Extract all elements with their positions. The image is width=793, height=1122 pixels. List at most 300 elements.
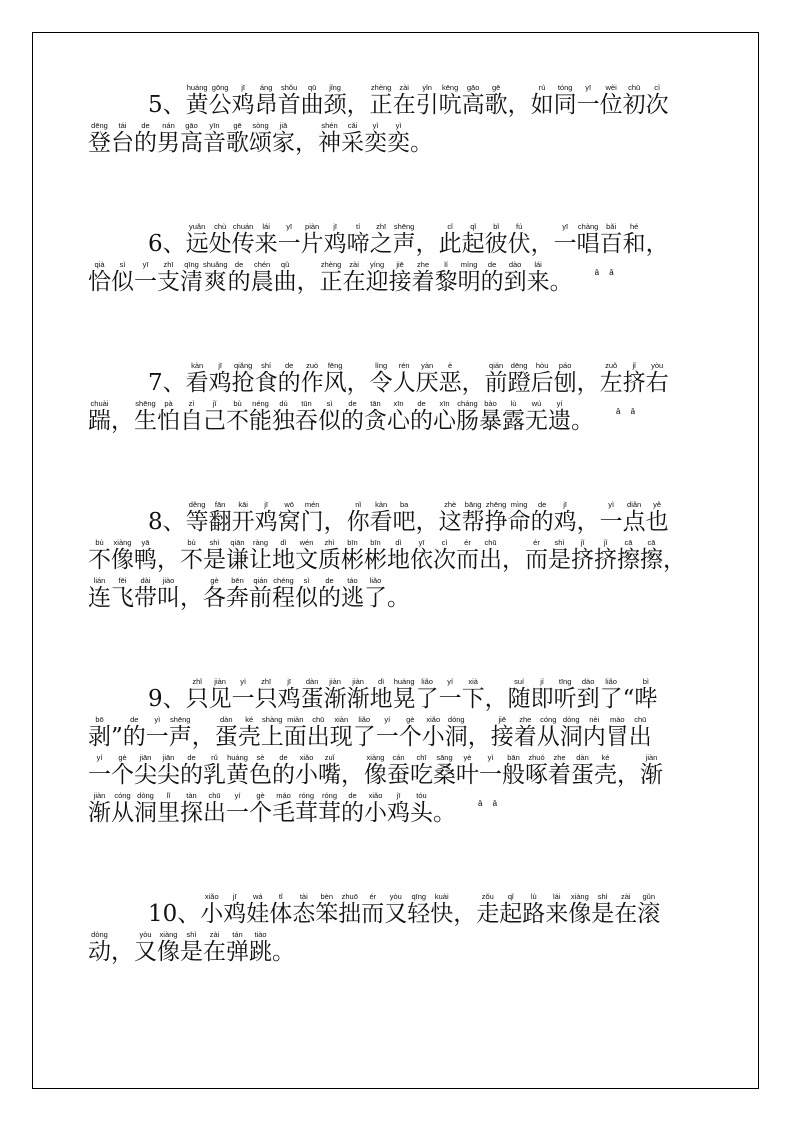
annotated-char: 不bù bbox=[226, 399, 249, 434]
annotated-char: 处chù bbox=[208, 222, 232, 257]
annotated-char: 清qīng bbox=[180, 260, 203, 295]
annotated-char: 吃chī bbox=[410, 753, 433, 788]
annotated-char: 风fēng bbox=[323, 361, 347, 396]
annotated-char: ， bbox=[341, 762, 364, 788]
annotated-char: 一yī bbox=[576, 83, 600, 118]
annotated-char: 壳ké bbox=[594, 753, 617, 788]
annotated-char: 爽shuǎng bbox=[203, 260, 228, 295]
annotated-char: 随suí bbox=[507, 677, 531, 712]
annotated-char: 高gāo bbox=[180, 121, 203, 156]
annotated-char: 独dú bbox=[272, 399, 295, 434]
annotated-char: 这zhè bbox=[438, 500, 462, 535]
annotated-char: 飞fēi bbox=[111, 576, 134, 611]
annotated-char: 地dì bbox=[387, 538, 410, 573]
annotated-char: 歌gē bbox=[484, 83, 508, 118]
annotated-char: 见jiàn bbox=[208, 677, 232, 712]
annotated-char: 翻fān bbox=[208, 500, 232, 535]
annotated-char: 昂áng bbox=[254, 83, 278, 118]
annotated-char: 鸡jī bbox=[231, 83, 255, 118]
annotated-char: 不bù bbox=[88, 538, 111, 573]
annotated-char: 家jiā bbox=[272, 121, 295, 156]
annotated-char: ， bbox=[576, 509, 600, 535]
paragraph bbox=[88, 223, 688, 299]
annotated-char: 动dòng bbox=[88, 930, 111, 965]
annotated-char: ， bbox=[453, 901, 477, 927]
annotated-char: 地dì bbox=[369, 677, 393, 712]
annotated-char: 毛máo bbox=[272, 791, 295, 826]
annotated-char: 歌gē bbox=[226, 121, 249, 156]
annotated-char: ， bbox=[323, 509, 347, 535]
annotated-char: ， bbox=[180, 585, 203, 611]
annotated-char: ， bbox=[346, 92, 370, 118]
annotated-char: 走zǒu bbox=[476, 892, 500, 927]
annotated-char: 颂sòng bbox=[249, 121, 272, 156]
annotated-char: 了liǎo bbox=[364, 576, 387, 611]
annotated-char: 5、 bbox=[148, 92, 186, 118]
annotated-char: 嘴zuǐ bbox=[318, 753, 341, 788]
text-line bbox=[88, 84, 688, 122]
annotated-char: 洞dòng bbox=[134, 791, 157, 826]
annotated-char: 叫jiào bbox=[157, 576, 180, 611]
annotated-char: 抢qiǎng bbox=[231, 361, 255, 396]
annotated-char: 踹chuài bbox=[88, 399, 111, 434]
annotated-char: 一yì bbox=[231, 677, 255, 712]
annotated-char: 伏fú bbox=[507, 222, 531, 257]
annotated-char: 着zhe bbox=[513, 715, 537, 750]
annotated-char: 。 bbox=[549, 269, 573, 295]
paragraph bbox=[88, 893, 688, 969]
annotated-char: 能néng bbox=[249, 399, 272, 434]
annotated-char: 高gāo bbox=[461, 83, 485, 118]
annotated-char: 质zhì bbox=[318, 538, 341, 573]
annotated-char: 蛋dàn bbox=[300, 677, 324, 712]
annotated-char: 尖jiān bbox=[134, 753, 157, 788]
annotated-char: ， bbox=[346, 370, 370, 396]
text-line bbox=[88, 223, 688, 261]
annotated-char: 的de bbox=[480, 260, 504, 295]
annotated-char: 是shì bbox=[180, 930, 203, 965]
annotated-char: 的de bbox=[318, 576, 341, 611]
annotated-char: 的de bbox=[272, 753, 295, 788]
annotated-char: 来lái bbox=[526, 260, 550, 295]
annotated-char: 内nèi bbox=[582, 715, 606, 750]
annotated-char: 到dào bbox=[503, 260, 527, 295]
annotated-char: 上shàng bbox=[260, 715, 284, 750]
annotated-char: 也yě bbox=[645, 500, 669, 535]
annotated-char: 帮bāng bbox=[461, 500, 485, 535]
annotated-char: 滚gǔn bbox=[637, 892, 661, 927]
annotated-char: ， bbox=[663, 547, 686, 573]
annotated-char: 等děng bbox=[185, 500, 209, 535]
annotated-char: 你nǐ bbox=[346, 500, 370, 535]
annotated-char: 的de bbox=[341, 399, 364, 434]
annotated-char: 面miàn bbox=[283, 715, 307, 750]
annotated-char: 之zhī bbox=[369, 222, 393, 257]
annotated-char: 门mén bbox=[300, 500, 324, 535]
annotated-char: ， bbox=[295, 130, 318, 156]
annotated-char: 正zhèng bbox=[369, 83, 393, 118]
text-line bbox=[88, 792, 688, 830]
annotated-char: 一yì bbox=[479, 753, 502, 788]
paragraph bbox=[88, 678, 688, 830]
annotated-char: 。 bbox=[410, 130, 433, 156]
annotated-char: 像xiàng bbox=[364, 753, 387, 788]
annotated-char: 连lián bbox=[88, 576, 111, 611]
annotated-char: ， bbox=[467, 724, 491, 750]
annotated-char: 了liǎo bbox=[415, 677, 439, 712]
annotated-char: 黄huáng bbox=[185, 83, 209, 118]
annotated-char: 次cì bbox=[433, 538, 456, 573]
annotated-char: 彼bǐ bbox=[484, 222, 508, 257]
annotated-char: 恶è bbox=[438, 361, 462, 396]
annotated-char: 鸡jī bbox=[387, 791, 410, 826]
annotated-char: 到dào bbox=[576, 677, 600, 712]
annotated-char: 现xiàn bbox=[329, 715, 353, 750]
annotated-char: 的de bbox=[277, 361, 301, 396]
annotated-char: 接jiē bbox=[490, 715, 514, 750]
annotated-char: 一yì bbox=[599, 500, 623, 535]
annotated-char: 晃huàng bbox=[392, 677, 416, 712]
annotated-char: 引yǐn bbox=[415, 83, 439, 118]
annotated-char: 声shēng bbox=[392, 222, 416, 257]
annotated-char: 一yí bbox=[438, 677, 462, 712]
annotated-char: 的de bbox=[180, 753, 203, 788]
stray-pinyin-mark: ā ā bbox=[594, 268, 614, 277]
annotated-char: 7、 bbox=[148, 370, 186, 396]
annotated-char: 首shǒu bbox=[277, 83, 301, 118]
annotated-char: 出chū bbox=[479, 538, 502, 573]
annotated-char: 奔bēn bbox=[226, 576, 249, 611]
annotated-char: 在zài bbox=[203, 930, 226, 965]
annotated-char: 着zhe bbox=[411, 260, 435, 295]
annotated-char: ， bbox=[617, 762, 640, 788]
annotated-char: 9、 bbox=[148, 686, 186, 712]
annotated-char: 迎yíng bbox=[365, 260, 389, 295]
annotated-char: ， bbox=[157, 547, 180, 573]
annotated-char: 了liǎo bbox=[599, 677, 623, 712]
annotated-char: 从cóng bbox=[536, 715, 560, 750]
annotated-char: ， bbox=[296, 269, 320, 295]
annotated-char: 鸡jī bbox=[223, 892, 247, 927]
annotated-char: 。 bbox=[433, 800, 456, 826]
annotated-char: 带dài bbox=[134, 576, 157, 611]
annotated-char: 洞dòng bbox=[559, 715, 583, 750]
annotated-char: 黎lí bbox=[434, 260, 458, 295]
annotated-char: 又yòu bbox=[384, 892, 408, 927]
annotated-char: 茸róng bbox=[318, 791, 341, 826]
annotated-char: 曲qū bbox=[300, 83, 324, 118]
annotated-char: 肠cháng bbox=[456, 399, 479, 434]
annotated-char: 只zhī bbox=[254, 677, 278, 712]
text-line bbox=[88, 893, 688, 931]
annotated-char: 命mìng bbox=[507, 500, 531, 535]
annotated-char: 文wén bbox=[295, 538, 318, 573]
annotated-char: ， bbox=[415, 509, 439, 535]
annotated-char: 下xià bbox=[461, 677, 485, 712]
annotated-char: 跳tiào bbox=[249, 930, 272, 965]
annotated-char: 似sì bbox=[111, 260, 134, 295]
paragraph bbox=[88, 84, 688, 160]
annotated-char: 像xiàng bbox=[568, 892, 592, 927]
annotated-char: 右yòu bbox=[645, 361, 669, 396]
annotated-char: 依yī bbox=[410, 538, 433, 573]
annotated-char: 同tóng bbox=[553, 83, 577, 118]
annotated-char: 拙zhuō bbox=[338, 892, 362, 927]
annotated-char: 快kuài bbox=[430, 892, 454, 927]
annotated-char: 百bǎi bbox=[599, 222, 623, 257]
annotated-char: ， bbox=[484, 686, 508, 712]
annotated-char: 公gōng bbox=[208, 83, 232, 118]
annotated-char: 曲qǔ bbox=[273, 260, 297, 295]
annotated-char: 而ér bbox=[456, 538, 479, 573]
annotated-char: 叶yè bbox=[456, 753, 479, 788]
annotated-char: 像xiàng bbox=[157, 930, 180, 965]
annotated-char: 作zuò bbox=[300, 361, 324, 396]
annotated-char: 暴bào bbox=[479, 399, 502, 434]
annotated-char: 远yuǎn bbox=[185, 222, 209, 257]
annotated-char: 片piàn bbox=[300, 222, 324, 257]
annotated-char: 在zài bbox=[614, 892, 638, 927]
annotated-char: 渐jiàn bbox=[88, 791, 111, 826]
annotated-char: 蛋dàn bbox=[214, 715, 238, 750]
annotated-char: 鸡jī bbox=[553, 500, 577, 535]
paragraph bbox=[88, 501, 688, 615]
text-line bbox=[88, 501, 688, 539]
annotated-char: 渐jiàn bbox=[346, 677, 370, 712]
annotated-char: 了liǎo bbox=[352, 715, 376, 750]
annotated-char: 色sè bbox=[249, 753, 272, 788]
annotated-char: 看kàn bbox=[185, 361, 209, 396]
annotated-char: 采cǎi bbox=[341, 121, 364, 156]
text-line bbox=[88, 678, 688, 716]
annotated-char: 擦cā bbox=[617, 538, 640, 573]
annotated-char: 渐jiàn bbox=[323, 677, 347, 712]
annotated-char: 10、 bbox=[148, 901, 201, 927]
annotated-char: 剥bō bbox=[88, 715, 111, 750]
annotated-char: 传chuán bbox=[231, 222, 255, 257]
text-line bbox=[88, 400, 688, 438]
annotated-char: 刨páo bbox=[553, 361, 577, 396]
annotated-char: 的de bbox=[341, 791, 364, 826]
annotated-char: 初chū bbox=[622, 83, 646, 118]
annotated-char: 小xiǎo bbox=[364, 791, 387, 826]
annotated-char: 程chéng bbox=[272, 576, 295, 611]
annotated-char: 出chū bbox=[203, 791, 226, 826]
annotated-char: 明míng bbox=[457, 260, 481, 295]
text-line bbox=[88, 539, 688, 577]
annotated-char: 令lìng bbox=[369, 361, 393, 396]
annotated-char: 从cóng bbox=[111, 791, 134, 826]
annotated-char: 出chū bbox=[628, 715, 652, 750]
annotated-char: 又yòu bbox=[134, 930, 157, 965]
annotated-char: 乳rǔ bbox=[203, 753, 226, 788]
annotated-char: 即jí bbox=[530, 677, 554, 712]
annotated-char: 吧ba bbox=[392, 500, 416, 535]
annotated-char: 一yí bbox=[88, 753, 111, 788]
annotated-char: 露lù bbox=[502, 399, 525, 434]
annotated-char: 如rú bbox=[530, 83, 554, 118]
annotated-char: 接jiē bbox=[388, 260, 412, 295]
annotated-char: 恰qià bbox=[88, 260, 111, 295]
annotated-char: 心xīn bbox=[387, 399, 410, 434]
annotated-char: “ bbox=[622, 686, 635, 712]
annotated-char: 左zuǒ bbox=[599, 361, 623, 396]
annotated-char: 哔bì bbox=[634, 677, 658, 712]
annotated-char: 一yī bbox=[134, 260, 157, 295]
annotated-char: 男nán bbox=[157, 121, 180, 156]
annotated-char: ， bbox=[502, 547, 525, 573]
annotated-char: 贪tān bbox=[364, 399, 387, 434]
annotated-char: 鸡jī bbox=[277, 677, 301, 712]
annotated-char: 只zhǐ bbox=[185, 677, 209, 712]
annotated-char: 小xiǎo bbox=[200, 892, 224, 927]
annotated-char: 怕pà bbox=[157, 399, 180, 434]
annotated-char: 像xiàng bbox=[111, 538, 134, 573]
annotated-char: 起qǐ bbox=[499, 892, 523, 927]
annotated-char: 笨bèn bbox=[315, 892, 339, 927]
annotated-char: 起qǐ bbox=[461, 222, 485, 257]
annotated-char: 。 bbox=[387, 585, 410, 611]
annotated-char: 桑sāng bbox=[433, 753, 456, 788]
annotated-char: 奕yì bbox=[364, 121, 387, 156]
annotated-char: 而ér bbox=[361, 892, 385, 927]
text-line bbox=[88, 931, 688, 969]
annotated-char: 。 bbox=[571, 408, 594, 434]
paragraph bbox=[88, 362, 688, 438]
annotated-char: ， bbox=[111, 939, 134, 965]
annotated-char: 一yí bbox=[226, 791, 249, 826]
annotated-char: 的de bbox=[410, 399, 433, 434]
annotated-char: 个gè bbox=[249, 791, 272, 826]
annotated-char: 挣zhēng bbox=[484, 500, 508, 535]
annotated-char: 茸róng bbox=[295, 791, 318, 826]
annotated-char: 此cǐ bbox=[438, 222, 462, 257]
annotated-char: 无wú bbox=[525, 399, 548, 434]
annotated-char: ， bbox=[111, 408, 134, 434]
annotated-char: 轻qīng bbox=[407, 892, 431, 927]
annotated-char: 是shì bbox=[203, 538, 226, 573]
annotated-char: 里lǐ bbox=[157, 791, 180, 826]
annotated-char: 体tǐ bbox=[269, 892, 293, 927]
annotated-char: ， bbox=[191, 724, 215, 750]
annotated-char: 看kàn bbox=[369, 500, 393, 535]
annotated-char: ， bbox=[645, 231, 669, 257]
annotated-char: 般bān bbox=[502, 753, 525, 788]
annotated-char: 弹tán bbox=[226, 930, 249, 965]
annotated-char: 似sì bbox=[295, 576, 318, 611]
annotated-char: 小xiǎo bbox=[421, 715, 445, 750]
annotated-char: ， bbox=[507, 92, 531, 118]
text-line bbox=[88, 261, 688, 299]
annotated-char: 晨chén bbox=[250, 260, 274, 295]
annotated-char: 次cì bbox=[645, 83, 669, 118]
annotated-char: 个gè bbox=[398, 715, 422, 750]
annotated-char: 是shì bbox=[548, 538, 571, 573]
annotated-char: 的de bbox=[227, 260, 251, 295]
annotated-char: 6、 bbox=[148, 231, 186, 257]
annotated-char: 鸭yā bbox=[134, 538, 157, 573]
annotated-char: ” bbox=[111, 724, 123, 750]
annotated-char: 壳ké bbox=[237, 715, 261, 750]
annotated-char: 个gè bbox=[111, 753, 134, 788]
annotated-char: 挤jǐ bbox=[571, 538, 594, 573]
annotated-char: 奕yì bbox=[387, 121, 410, 156]
annotated-char: 蛋dàn bbox=[571, 753, 594, 788]
annotated-char: 音yīn bbox=[203, 121, 226, 156]
annotated-char: 生shēng bbox=[134, 399, 157, 434]
annotated-char: 的de bbox=[530, 500, 554, 535]
annotated-char: ， bbox=[461, 370, 485, 396]
annotated-char: 。 bbox=[272, 939, 295, 965]
annotated-char: 头tóu bbox=[410, 791, 433, 826]
annotated-char: 己jǐ bbox=[203, 399, 226, 434]
text-line bbox=[88, 577, 688, 615]
annotated-char: 的de bbox=[122, 715, 146, 750]
annotated-char: 唱chàng bbox=[576, 222, 600, 257]
annotated-char: 自zì bbox=[180, 399, 203, 434]
annotated-char: 鸡jī bbox=[208, 361, 232, 396]
annotated-char: 后hòu bbox=[530, 361, 554, 396]
annotated-char: 窝wō bbox=[277, 500, 301, 535]
annotated-char: 探tàn bbox=[180, 791, 203, 826]
annotated-char: ， bbox=[530, 231, 554, 257]
annotated-char: 啼tí bbox=[346, 222, 370, 257]
text-line bbox=[88, 362, 688, 400]
annotated-char: 出chū bbox=[306, 715, 330, 750]
annotated-char: 尖jiān bbox=[157, 753, 180, 788]
annotated-char: 位wèi bbox=[599, 83, 623, 118]
annotated-char: 蹬dēng bbox=[507, 361, 531, 396]
stray-pinyin-mark: ā ā bbox=[616, 407, 636, 416]
annotated-char: 在zài bbox=[392, 83, 416, 118]
annotated-char: 人rén bbox=[392, 361, 416, 396]
annotated-char: 8、 bbox=[148, 509, 186, 535]
annotated-char: 听tīng bbox=[553, 677, 577, 712]
annotated-char: 逃táo bbox=[341, 576, 364, 611]
annotated-char: 吞tūn bbox=[295, 399, 318, 434]
annotated-char: 和hé bbox=[622, 222, 646, 257]
annotated-char: 颈jǐng bbox=[323, 83, 347, 118]
annotated-char: 擦cā bbox=[640, 538, 663, 573]
annotated-char: 的de bbox=[134, 121, 157, 156]
annotated-char: 支zhī bbox=[157, 260, 180, 295]
annotated-char: 啄zhuó bbox=[525, 753, 548, 788]
annotated-char: 而ér bbox=[525, 538, 548, 573]
annotated-char: 食shí bbox=[254, 361, 278, 396]
annotated-char: 是shì bbox=[591, 892, 615, 927]
annotated-char: 前qián bbox=[484, 361, 508, 396]
annotated-char: 一yī bbox=[553, 222, 577, 257]
annotated-char: 蚕cán bbox=[387, 753, 410, 788]
annotated-char: 娃wá bbox=[246, 892, 270, 927]
annotated-char: 谦qiān bbox=[226, 538, 249, 573]
annotated-char: 渐jiàn bbox=[640, 753, 663, 788]
annotated-char: 鸡jī bbox=[323, 222, 347, 257]
annotated-char: 地dì bbox=[272, 538, 295, 573]
annotated-char: 各gè bbox=[203, 576, 226, 611]
text-line bbox=[88, 716, 688, 754]
text-line bbox=[88, 122, 688, 160]
annotated-char: 挤jǐ bbox=[594, 538, 617, 573]
annotated-char: 正zhèng bbox=[319, 260, 343, 295]
annotated-char: 黄huáng bbox=[226, 753, 249, 788]
annotated-char: 似sì bbox=[318, 399, 341, 434]
annotated-char: 冒mào bbox=[605, 715, 629, 750]
annotated-char: 一yí bbox=[375, 715, 399, 750]
annotated-char: ， bbox=[415, 231, 439, 257]
annotated-char: 态tài bbox=[292, 892, 316, 927]
annotated-char: 一yì bbox=[145, 715, 169, 750]
